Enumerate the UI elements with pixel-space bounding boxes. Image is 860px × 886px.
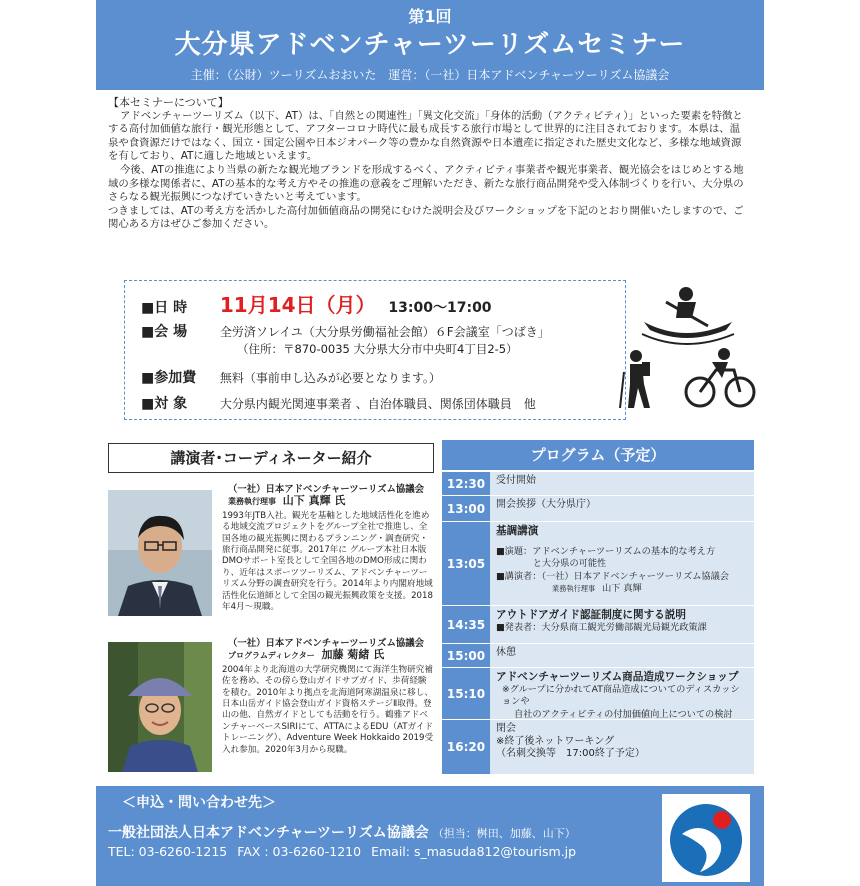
logo-mark bbox=[662, 794, 750, 882]
seminar-title: 大分県アドベンチャーツーリズムセミナー bbox=[174, 30, 686, 60]
program-item: 休憩 bbox=[490, 644, 754, 667]
contact-org-line bbox=[108, 822, 576, 842]
flyer-page bbox=[96, 0, 764, 886]
program-time: 15:00 bbox=[442, 644, 490, 667]
speaker-role: 業務執行理事 bbox=[228, 497, 276, 507]
cyclist-icon bbox=[686, 348, 754, 406]
intro-heading: 【本セミナーについて】 bbox=[108, 96, 229, 109]
contact-tel[interactable]: TEL: 03-6260-1215 bbox=[108, 844, 228, 859]
program-row bbox=[442, 522, 754, 606]
program-time: 13:00 bbox=[442, 496, 490, 521]
hiker-icon bbox=[620, 350, 650, 408]
program-detail: と大分県の可能性 bbox=[496, 558, 607, 569]
contact-email[interactable]: Email: s_masuda812@tourism.jp bbox=[371, 844, 577, 859]
speaker-role: プログラムディレクター bbox=[228, 651, 315, 661]
venue-address: （住所：〒870-0035 大分県大分市中央町4丁目2-5） bbox=[237, 342, 518, 356]
speaker-name: 山下 真輝 氏 bbox=[282, 494, 346, 508]
program-row bbox=[442, 606, 754, 644]
activity-pictograms bbox=[616, 284, 756, 414]
program-item: 受付開始 bbox=[490, 472, 754, 495]
fee-text: 無料（事前申し込みが必要となります。） bbox=[219, 371, 441, 385]
speaker-org: （一社）日本アドベンチャーツーリズム協議会 bbox=[228, 484, 425, 495]
speaker-profile bbox=[222, 484, 434, 613]
target-label: ■対 象 bbox=[141, 396, 188, 412]
intro-paragraph: アドベンチャーツーリズム（以下、AT）は、「自然との関連性」「異文化交流」「身体的活動（アクティビティ）」といった要素を特徴とする高付加価値な旅行・観光形態として、アフターコロナ時代に最も成長する旅行市場として世界的に注目されております。本県は、温泉や食資源だけではなく、国立・国定公園や日本ジオパーク等の豊かな自然資源や日本遺産に指定された歴史文化など、多様な地域資源を有しており、ATに適した地域といえます。 bbox=[108, 109, 743, 163]
program-detail: ■演題：アドベンチャーツーリズムの基本的な考え方 bbox=[496, 545, 716, 557]
program-row bbox=[442, 644, 754, 668]
program-time: 15:10 bbox=[442, 668, 490, 719]
event-date-row bbox=[141, 289, 492, 318]
target-text: 大分県内観光関連事業者 、自治体職員、関係団体職員 他 bbox=[219, 397, 536, 411]
speakers-section-title: 講演者･コーディネーター紹介 bbox=[108, 443, 434, 473]
speaker-org: （一社）日本アドベンチャーツーリズム協議会 bbox=[228, 638, 425, 649]
program-time: 13:05 bbox=[442, 522, 490, 605]
program-item bbox=[490, 720, 754, 774]
program-time: 14:35 bbox=[442, 606, 490, 643]
contact-title: ＜申込・問い合わせ先＞ bbox=[122, 795, 276, 811]
header-banner bbox=[96, 0, 764, 90]
program-item bbox=[490, 522, 754, 605]
date-label: ■日 時 bbox=[141, 300, 188, 316]
program-detail: ■発表者：大分県商工観光労働部観光局観光政策課 bbox=[496, 621, 707, 633]
speaker-title-line bbox=[228, 649, 434, 662]
event-fee-row bbox=[141, 367, 441, 387]
contact-persons: （担当：桝田、加藤、山下） bbox=[432, 827, 576, 840]
program-time: 16:20 bbox=[442, 720, 490, 774]
program-time: 12:30 bbox=[442, 472, 490, 495]
speaker-title-line bbox=[228, 495, 434, 508]
contact-org: 一般社団法人日本アドベンチャーツーリズム協議会 bbox=[108, 825, 429, 841]
program-detail: ※グループに分かれてAT商品造成についてのディスカッションや bbox=[502, 683, 740, 707]
program-section-title: プログラム（予定） bbox=[442, 440, 754, 470]
program-item bbox=[490, 668, 754, 719]
canoe-icon bbox=[642, 287, 734, 344]
contact-details bbox=[108, 844, 582, 859]
contact-fax: FAX : 03-6260-1210 bbox=[237, 844, 362, 859]
organizer-line: 主催：（公財）ツーリズムおおいた 運営：（一社）日本アドベンチャーツーリズム協議会 bbox=[190, 68, 670, 82]
program-item bbox=[490, 606, 754, 643]
program-detail: （名刺交換等 17:00終了予定） bbox=[496, 748, 645, 759]
program-speaker-line bbox=[496, 583, 748, 596]
speaker-photo bbox=[108, 490, 212, 616]
program-detail: 自社のアクティビティの付加価値向上についての検討 bbox=[514, 708, 733, 720]
program-item: 開会挨拶（大分県庁） bbox=[490, 496, 754, 521]
edition-label: 第1回 bbox=[408, 7, 452, 26]
venue-text: 全労済ソレイユ（大分県労働福祉会館）６F会議室「つばき」 bbox=[219, 325, 550, 339]
program-row bbox=[442, 472, 754, 496]
intro-paragraph: つきましては、ATの考え方を活かした高付加価値商品の開発にむけた説明会及びワークショップを下記のとおり開催いたしますので、ご関心ある方はぜひご参加ください。 bbox=[108, 204, 744, 231]
venue-label: ■会 場 bbox=[141, 324, 188, 340]
program-item-title: 閉会 bbox=[496, 723, 516, 734]
program-item-title: アドベンチャーツーリズム商品造成ワークショップ bbox=[496, 671, 739, 683]
speaker-name: 加藤 菊緒 氏 bbox=[321, 648, 385, 662]
event-info-box bbox=[124, 280, 626, 420]
event-target-row bbox=[141, 393, 536, 413]
event-venue-row bbox=[141, 321, 550, 341]
program-speaker-role: 業務執行理事 bbox=[552, 584, 596, 593]
program-detail: ■講演者：（一社）日本アドベンチャーツーリズム協議会 bbox=[496, 570, 729, 582]
intro-paragraph: 今後、ATの推進により当県の新たな観光地ブランドを形成するべく、アクティビティ事業者や観光事業者、観光協会をはじめとする地域の多様な関係者に、ATの基本的な考え方やその推進の意義をご理解いただき、新たな旅行商品開発や受入体制づくりを行い、大分県のさらなる観光振興につなげていきたいと考えています。 bbox=[108, 163, 744, 204]
speaker-bio: 1993年JTB入社。観光を基軸とした地域活性化を進める地域交流プロジェクトをグループ全社で推進し、全国各地の観光振興に関わるプランニング・調査研究・旅行商品開発に従事。2017年に グループ本社日本版DMOサポート室長として全国各地のDMO形成に関わり、近年はスポーツツーリズム、アドベンチャーツーリズム分野の調査研究を行う。2014年より内閣府地域活性化伝道師として全国の観光振興政策を支援。2018年4月～現職。 bbox=[222, 510, 433, 613]
event-time: 13:00～17:00 bbox=[388, 300, 492, 316]
program-item-title: アウトドアガイド認証制度に関する説明 bbox=[496, 609, 686, 621]
speaker-profile bbox=[222, 638, 434, 756]
fee-label: ■参加費 bbox=[141, 370, 197, 386]
program-item-title: 基調講演 bbox=[496, 525, 539, 537]
speaker-bio: 2004年より北海道の大学研究機関にて海洋生物研究補佐を務め、その傍ら登山ガイドサブガイド、歩荷経験を積む。2010年より拠点を北海道阿寒湖温泉に移し、日本山岳ガイド協会登山ガイド資格ステージⅡ取得。登山の他、自然ガイドとしても活動を行う。鶴雅アドベンチャーベースSIRIにて、ATTAによるEDU（ATガイドトレーニング）、Adventure Week Hokkaido 2019受入れ参加。2020年3月から現職。 bbox=[222, 664, 434, 755]
program-table bbox=[442, 472, 754, 774]
event-date: 11月14日（月） bbox=[219, 293, 376, 317]
intro-section bbox=[108, 96, 748, 232]
program-row bbox=[442, 496, 754, 522]
program-row bbox=[442, 668, 754, 720]
program-row bbox=[442, 720, 754, 774]
program-speaker-name: 山下 真輝 bbox=[602, 583, 642, 594]
speaker-photo bbox=[108, 642, 212, 772]
program-detail: ※終了後ネットワーキング bbox=[496, 735, 615, 747]
contact-footer bbox=[96, 786, 764, 886]
